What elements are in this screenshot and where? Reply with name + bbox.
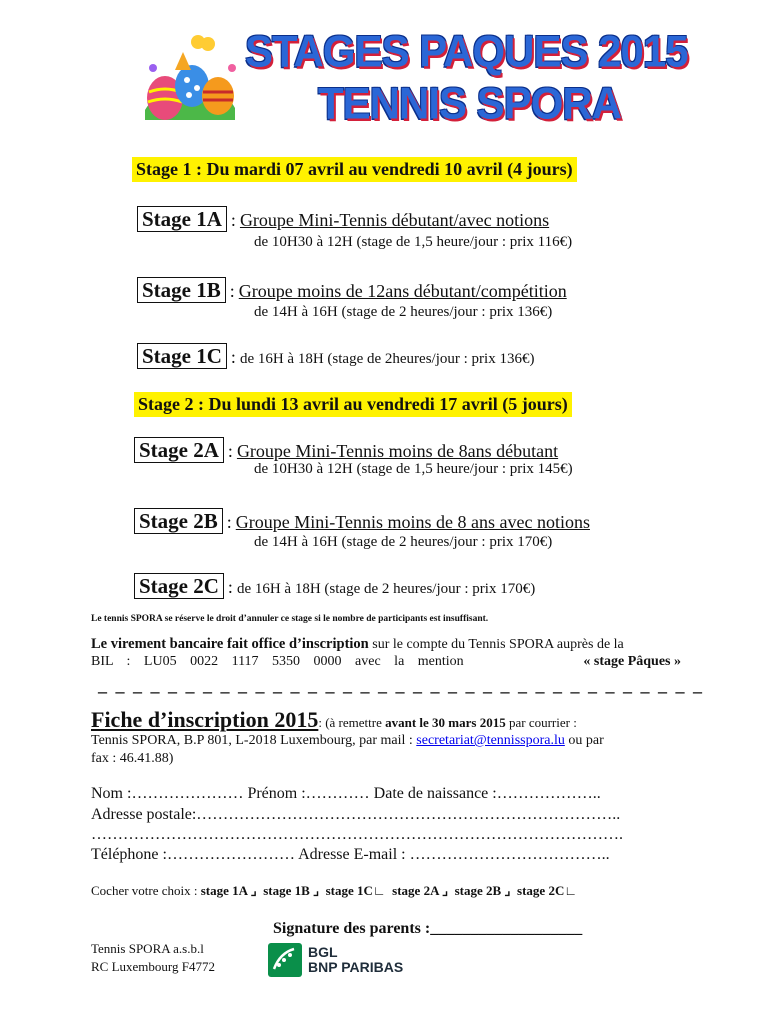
stage-2a xyxy=(134,438,558,462)
fiche-title: Fiche d’inscription 2015 xyxy=(91,707,319,732)
stage-2a-time: de 10H30 à 12H (stage de 1,5 heure/jour : prix 145€) xyxy=(254,461,573,477)
stage-1c xyxy=(137,344,534,368)
form-name-line: Nom :………………… Prénom :………… Date de naissance :……………….. xyxy=(91,785,601,802)
stage-separator: : xyxy=(227,441,233,461)
choice-stage-2b[interactable]: stage 2B ⌟ xyxy=(454,883,511,898)
fiche-fax: fax : 46.41.88) xyxy=(91,751,174,766)
footer-org xyxy=(91,940,215,976)
page-title-line1: STAGES PAQUES 2015 xyxy=(245,26,688,77)
stage-1a xyxy=(137,207,549,231)
stage-group: Groupe Mini-Tennis débutant/avec notions xyxy=(239,210,550,230)
signature-line: Signature des parents :___________________ xyxy=(273,920,583,937)
bank-line1: BGL xyxy=(308,944,338,960)
bank-star-icon xyxy=(268,943,302,977)
session2-heading: Stage 2 : Du lundi 13 avril au vendredi 17 avril (5 jours) xyxy=(134,392,572,417)
payment-mention: « stage Pâques » xyxy=(583,654,681,669)
stage-code: Stage 2B xyxy=(134,508,223,534)
fiche-address-text: Tennis SPORA, B.P 801, L-2018 Luxembourg, par mail : xyxy=(91,733,417,748)
stage-separator: : xyxy=(230,347,236,367)
stage-separator: : xyxy=(230,210,236,230)
form-phone-email-line: Téléphone :…………………… Adresse E-mail : ……………………………….. xyxy=(91,846,610,863)
fiche-address-post: ou par xyxy=(564,733,604,748)
form-address-line: Adresse postale:…………………………………………………………………….. xyxy=(91,806,621,823)
fiche-address xyxy=(91,732,604,749)
page-title-line2: TENNIS SPORA xyxy=(318,78,622,129)
choice-stage-1c[interactable]: stage 1C∟ xyxy=(325,883,386,898)
stage-2c-time: de 16H à 18H (stage de 2 heures/jour : prix 170€) xyxy=(236,581,536,597)
stage-group: Groupe moins de 12ans débutant/compétition xyxy=(238,281,567,301)
stage-1a-time: de 10H30 à 12H (stage de 1,5 heure/jour : prix 116€) xyxy=(254,234,573,250)
choice-stage-1a[interactable]: stage 1A ⌟ xyxy=(200,883,257,898)
fiche-header xyxy=(91,707,577,733)
choice-label: Cocher votre choix : xyxy=(91,883,201,898)
stage-2c xyxy=(134,574,535,598)
stage-separator: : xyxy=(227,577,233,597)
payment-info xyxy=(91,636,681,670)
stage-code: Stage 2A xyxy=(134,437,224,463)
bank-line2: BNP PARIBAS xyxy=(308,959,404,975)
fiche-deadline: avant le 30 mars 2015 xyxy=(385,715,506,730)
email-link[interactable]: secretariat@tennisspora.lu xyxy=(416,733,565,748)
payment-bold: Le virement bancaire fait office d’inscription xyxy=(91,636,369,652)
stage-2b-time: de 14H à 16H (stage de 2 heures/jour : prix 170€) xyxy=(254,534,553,550)
choice-stage-1b[interactable]: stage 1B ⌟ xyxy=(263,883,320,898)
stage-separator: : xyxy=(226,512,232,532)
cut-line: _ _ _ _ _ _ _ _ _ _ _ _ _ _ _ _ _ _ _ _ _ _ _ _ _ _ _ _ _ _ _ _ _ _ _ xyxy=(98,675,704,695)
footer-line1: Tennis SPORA a.s.b.l xyxy=(91,941,204,956)
footer-line2: RC Luxembourg F4772 xyxy=(91,959,215,974)
cancellation-notice: Le tennis SPORA se réserve le droit d’annuler ce stage si le nombre de participants est insuffisant. xyxy=(91,614,489,624)
fiche-after-title: : (à remettre xyxy=(318,715,386,730)
stage-group: Groupe Mini-Tennis moins de 8ans débutant xyxy=(236,441,559,461)
choice-stage-2a[interactable]: stage 2A ⌟ xyxy=(392,883,449,898)
easter-eggs-illustration xyxy=(135,30,245,122)
choice-row xyxy=(91,883,577,899)
fiche-after-deadline: par courrier : xyxy=(505,715,577,730)
stage-code: Stage 2C xyxy=(134,573,224,599)
form-address-line2: ………………………………………………………………………………………. xyxy=(91,826,623,843)
stage-group: Groupe Mini-Tennis moins de 8 ans avec notions xyxy=(235,512,590,532)
stage-separator: : xyxy=(229,281,235,301)
stage-code: Stage 1B xyxy=(137,277,226,303)
choice-stage-2c[interactable]: stage 2C∟ xyxy=(517,883,578,898)
session1-heading: Stage 1 : Du mardi 07 avril au vendredi 10 avril (4 jours) xyxy=(132,157,577,182)
stage-code: Stage 1C xyxy=(137,343,227,369)
stage-1c-time: de 16H à 18H (stage de 2heures/jour : prix 136€) xyxy=(239,351,535,367)
stage-1b-time: de 14H à 16H (stage de 2 heures/jour : prix 136€) xyxy=(254,304,553,320)
stage-2b xyxy=(134,509,590,533)
stage-code: Stage 1A xyxy=(137,206,227,232)
bgl-bnp-paribas-logo xyxy=(268,943,403,977)
payment-account: BIL : LU05 0022 1117 5350 0000 avec la mention xyxy=(91,654,464,669)
stage-1b xyxy=(137,278,567,302)
payment-rest: sur le compte du Tennis SPORA auprès de la xyxy=(368,637,624,652)
